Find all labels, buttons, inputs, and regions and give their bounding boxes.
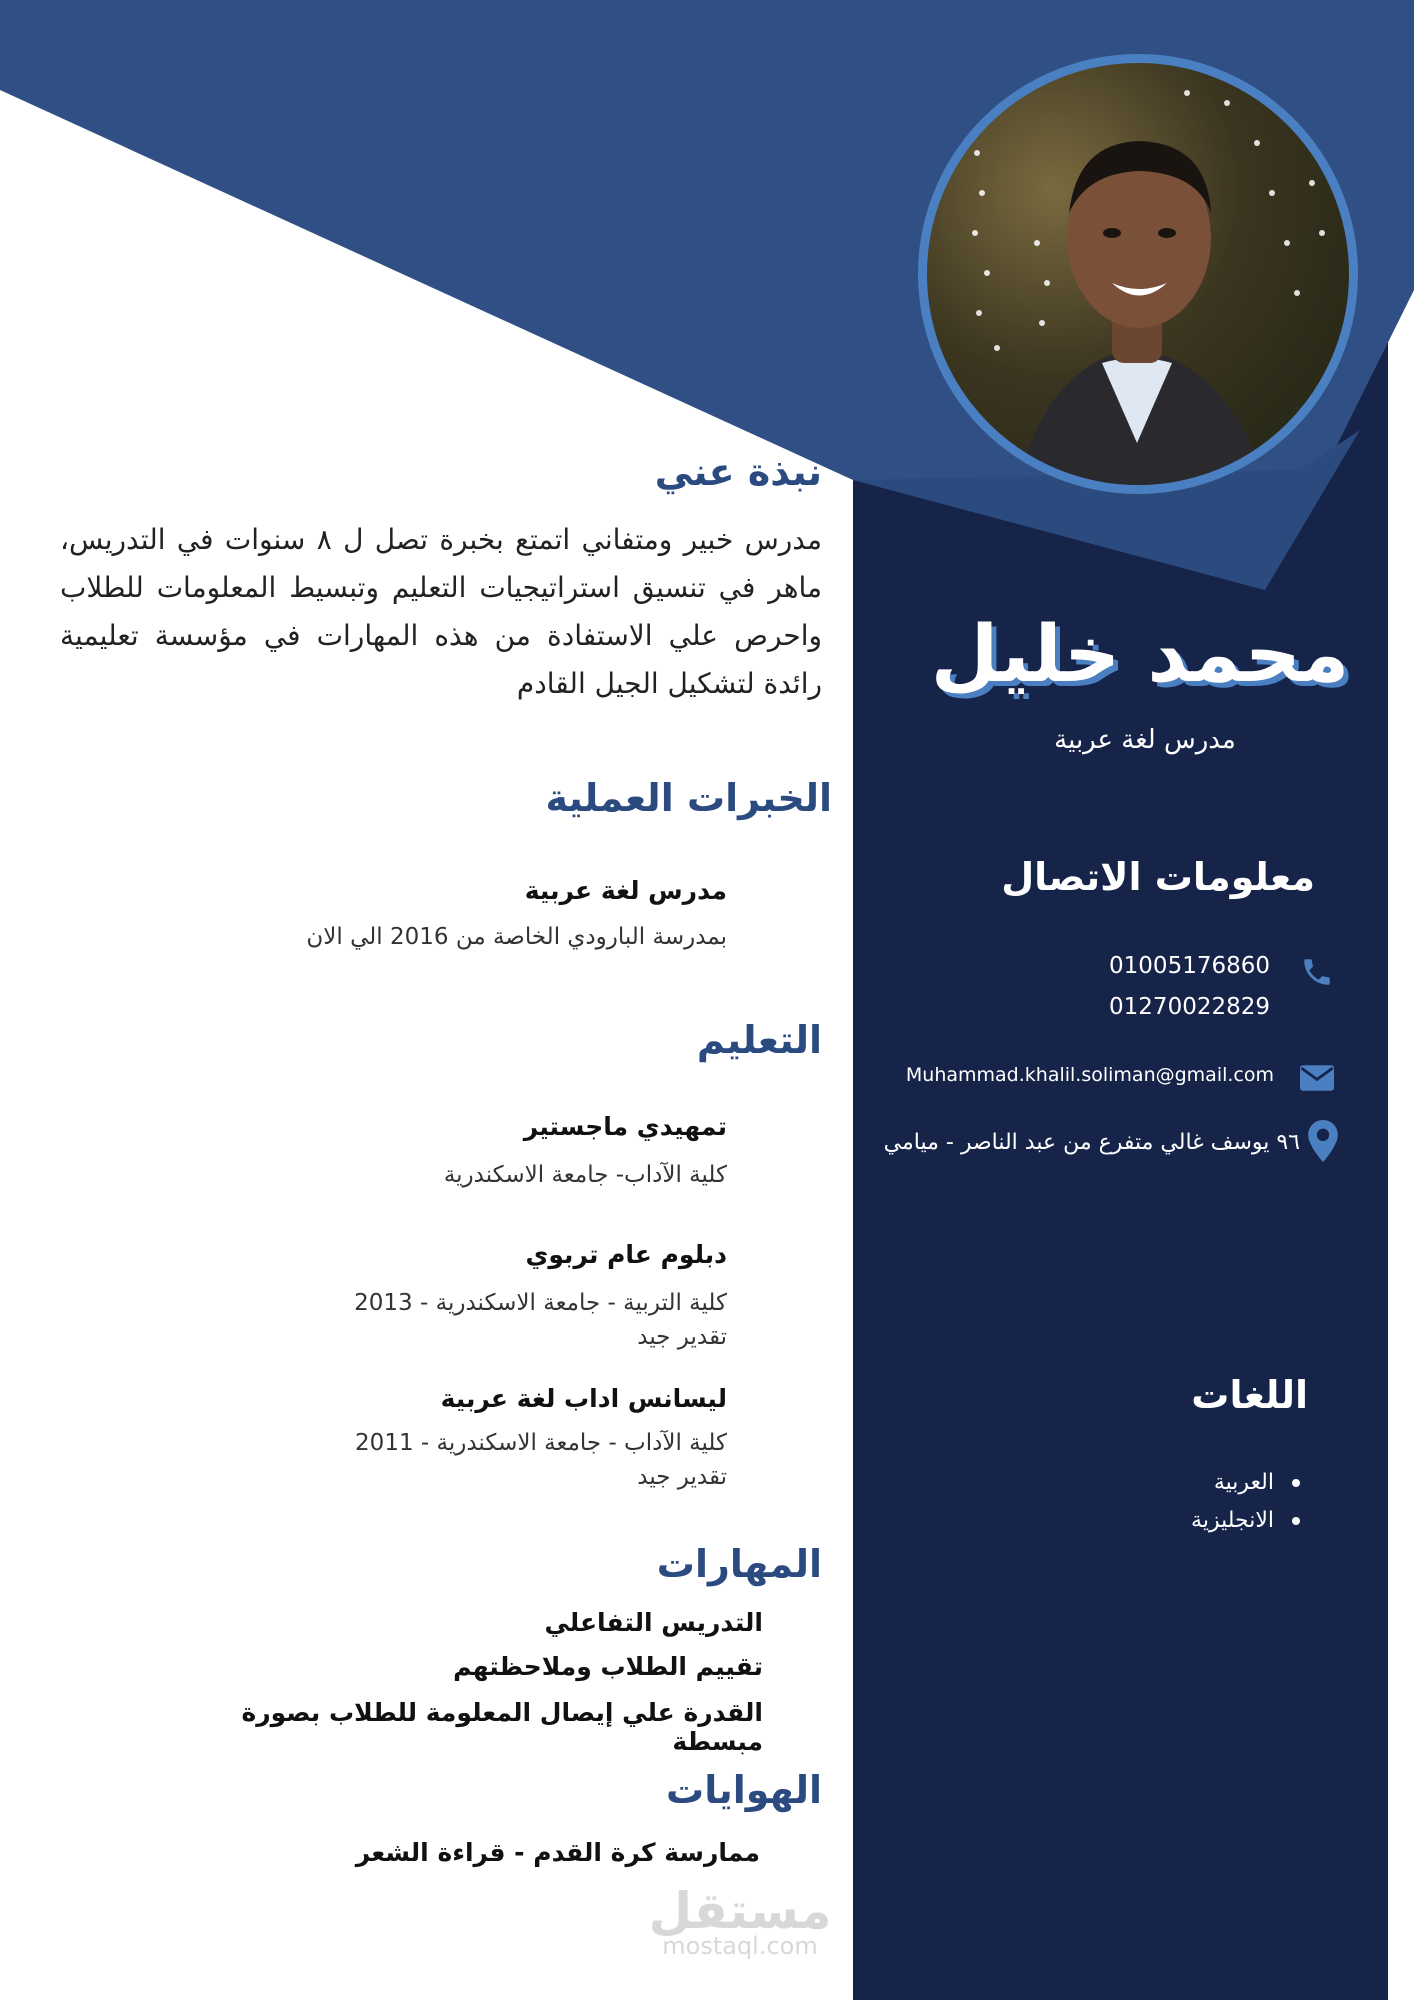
phone-secondary[interactable]: 01270022829 bbox=[1109, 994, 1270, 1020]
person-name: محمد خليل bbox=[930, 610, 1350, 700]
experience-title: الخبرات العملية bbox=[545, 776, 832, 820]
email-address[interactable]: Muhammad.khalil.soliman@gmail.com bbox=[905, 1064, 1274, 1086]
bullet-icon bbox=[1292, 1517, 1300, 1525]
skill-item: القدرة علي إيصال المعلومة للطلاب بصورة مبسطة bbox=[241, 1698, 763, 1756]
languages-title: اللغات bbox=[1191, 1373, 1308, 1417]
skills-title: المهارات bbox=[656, 1542, 822, 1586]
edge-sliver bbox=[1388, 270, 1414, 2000]
language-item bbox=[1100, 1508, 1300, 1546]
education-line: كلية الآداب - جامعة الاسكندرية - 2011 bbox=[355, 1430, 727, 1456]
education-degree: ليسانس اداب لغة عربية bbox=[440, 1384, 727, 1413]
address-text: ٩٦ يوسف غالي متفرع من عبد الناصر - ميامي bbox=[883, 1130, 1300, 1155]
languages-list bbox=[1100, 1470, 1300, 1546]
watermark-site: mostaql.com bbox=[662, 1932, 818, 1960]
education-line: كلية الآداب- جامعة الاسكندرية bbox=[443, 1162, 727, 1188]
contact-title: معلومات الاتصال bbox=[1001, 855, 1315, 899]
language-label: الانجليزية bbox=[1191, 1508, 1274, 1533]
portrait-illustration bbox=[927, 63, 1349, 485]
hobbies-title: الهوايات bbox=[666, 1768, 822, 1812]
education-line: كلية التربية - جامعة الاسكندرية - 2013 bbox=[354, 1290, 727, 1316]
experience-role: مدرس لغة عربية bbox=[524, 876, 727, 905]
skill-item: التدريس التفاعلي bbox=[544, 1608, 763, 1637]
experience-detail: بمدرسة البارودي الخاصة من 2016 الي الان bbox=[306, 924, 727, 950]
education-degree: دبلوم عام تربوي bbox=[525, 1240, 727, 1269]
location-icon bbox=[1308, 1120, 1338, 1162]
about-title: نبذة عني bbox=[654, 450, 822, 494]
mail-icon bbox=[1300, 1064, 1334, 1092]
phone-primary[interactable]: 01005176860 bbox=[1109, 953, 1270, 979]
education-degree: تمهيدي ماجستير bbox=[523, 1112, 727, 1141]
profile-photo bbox=[918, 54, 1358, 494]
education-grade: تقدير جيد bbox=[637, 1324, 727, 1350]
job-title: مدرس لغة عربية bbox=[1054, 725, 1236, 755]
phone-icon bbox=[1300, 955, 1334, 989]
bullet-icon bbox=[1292, 1479, 1300, 1487]
about-text: مدرس خبير ومتفاني اتمتع بخبرة تصل ل ٨ سنوات في التدريس، ماهر في تنسيق استراتيجيات التعليم وتبسيط المعلومات للطلاب واحرص علي الاستفادة من هذه المهارات في مؤسسة تعليمية رائدة لتشكيل الجيل القادم bbox=[60, 523, 822, 700]
language-label: العربية bbox=[1213, 1470, 1274, 1495]
skill-item: تقييم الطلاب وملاحظتهم bbox=[453, 1652, 763, 1681]
language-item bbox=[1100, 1470, 1300, 1508]
hobbies-text: ممارسة كرة القدم - قراءة الشعر bbox=[355, 1838, 760, 1867]
education-title: التعليم bbox=[696, 1018, 822, 1062]
watermark-logo: مستقل bbox=[648, 1882, 832, 1940]
education-grade: تقدير جيد bbox=[637, 1464, 727, 1490]
